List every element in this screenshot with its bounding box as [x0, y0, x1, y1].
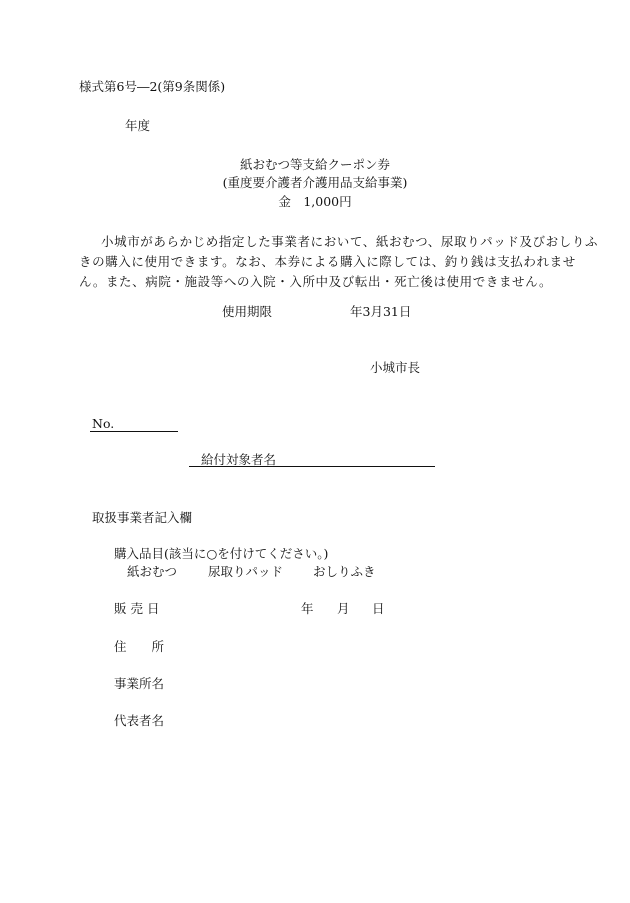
validity-label: 使用期限 [222, 304, 273, 319]
sale-date-label: 販 売 日 [114, 601, 160, 616]
purchase-label: 購入品目(該当に○を付けてください。) [114, 546, 329, 561]
issuer: 小城市長 [370, 360, 421, 375]
sale-date-year: 年 [301, 601, 314, 616]
form-id: 様式第6号―2(第9条関係) [79, 79, 226, 94]
item-wipes[interactable]: おしりふき [313, 564, 376, 579]
validity-date: 年3月31日 [350, 304, 412, 319]
representative-label: 代表者名 [114, 713, 165, 728]
usage-terms-line: 小城市があらかじめ指定した事業者において、紙おむつ、尿取りパッド及びおしりふ [101, 234, 599, 249]
coupon-amount: 金 1,000円 [278, 194, 352, 209]
recipient-label: 給付対象者名 [201, 452, 277, 467]
item-urine-pads[interactable]: 尿取りパッド [208, 564, 284, 579]
usage-terms-line: ん。また、病院・施設等への入院・入所中及び転出・死亡後は使用できません。 [79, 274, 553, 289]
document-subtitle: (重度要介護者介護用品支給事業) [222, 175, 408, 190]
fiscal-year: 年度 [125, 118, 151, 133]
number-field-line[interactable] [90, 431, 178, 432]
number-label: No. [92, 416, 115, 431]
usage-terms [79, 232, 599, 292]
sale-date-day: 日 [372, 601, 385, 616]
sale-date-month: 月 [337, 601, 350, 616]
address-label: 住 所 [114, 639, 165, 654]
office-name-label: 事業所名 [114, 676, 165, 691]
usage-terms-line: きの購入に使用できます。なお、本券による購入に際しては、釣り銭は支払われませ [79, 254, 576, 269]
vendor-section-heading: 取扱事業者記入欄 [92, 510, 193, 525]
document-title: 紙おむつ等支給クーポン券 [239, 157, 390, 172]
item-diapers[interactable]: 紙おむつ [127, 564, 178, 579]
recipient-field-line[interactable] [189, 466, 435, 467]
